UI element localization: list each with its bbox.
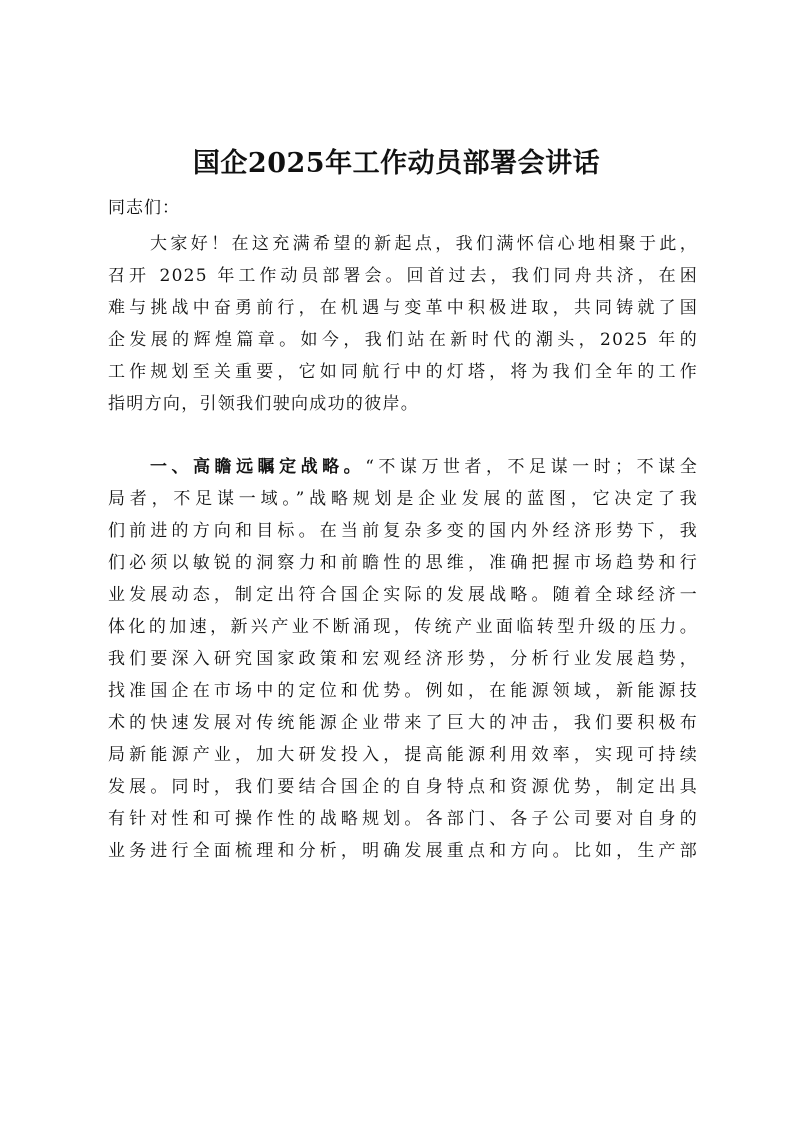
section1-first-line bbox=[108, 451, 698, 483]
section1-line: 们前进的方向和目标。在当前复杂多变的国内外经济形势下，我 bbox=[108, 521, 698, 541]
salutation: 同志们： bbox=[108, 198, 180, 218]
document-title: 国企2025年工作动员部署会讲话 bbox=[192, 148, 601, 179]
intro-line: 指明方向，引领我们驶向成功的彼岸。 bbox=[108, 394, 420, 414]
section1-first-line-text: “不谋万世者，不足谋一时；不谋全 bbox=[365, 457, 698, 477]
section1-line: 我们要深入研究国家政策和宏观经济形势，分析行业发展趋势， bbox=[108, 649, 698, 669]
section1-line: 业发展动态，制定出符合国企实际的发展战略。随着全球经济一 bbox=[108, 585, 698, 605]
section1-paragraph bbox=[108, 451, 698, 867]
section1-line: 术的快速发展对传统能源企业带来了巨大的冲击，我们要积极布 bbox=[108, 713, 698, 733]
section1-line: 体化的加速，新兴产业不断涌现，传统产业面临转型升级的压力。 bbox=[108, 617, 698, 637]
intro-line: 难与挑战中奋勇前行，在机遇与变革中积极进取，共同铸就了国 bbox=[108, 298, 698, 318]
intro-paragraph bbox=[108, 228, 698, 420]
intro-line: 企发展的辉煌篇章。如今，我们站在新时代的潮头，2025 年的 bbox=[108, 330, 698, 350]
section1-line: 找准国企在市场中的定位和优势。例如，在能源领域，新能源技 bbox=[108, 681, 698, 701]
section1-heading: 一、高瞻远瞩定战略。 bbox=[150, 457, 366, 477]
section1-line: 发展。同时，我们要结合国企的自身特点和资源优势，制定出具 bbox=[108, 777, 698, 797]
intro-line: 大家好！在这充满希望的新起点，我们满怀信心地相聚于此， bbox=[150, 234, 698, 254]
section1-line: 业务进行全面梳理和分析，明确发展重点和方向。比如，生产部 bbox=[108, 841, 698, 861]
section1-line: 们必须以敏锐的洞察力和前瞻性的思维，准确把握市场趋势和行 bbox=[108, 553, 698, 573]
section1-line: 局新能源产业，加大研发投入，提高能源利用效率，实现可持续 bbox=[108, 745, 698, 765]
section1-line: 局者，不足谋一域。”战略规划是企业发展的蓝图，它决定了我 bbox=[108, 489, 698, 509]
section1-line: 有针对性和可操作性的战略规划。各部门、各子公司要对自身的 bbox=[108, 809, 698, 829]
intro-line: 工作规划至关重要，它如同航行中的灯塔，将为我们全年的工作 bbox=[108, 362, 698, 382]
intro-line: 召开 2025 年工作动员部署会。回首过去，我们同舟共济，在困 bbox=[108, 266, 698, 286]
